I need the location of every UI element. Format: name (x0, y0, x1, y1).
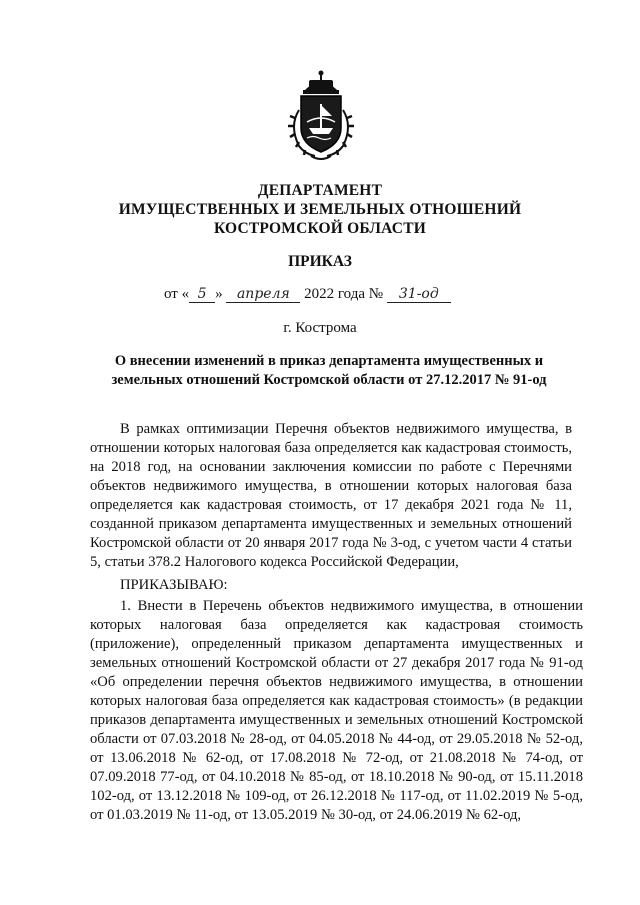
date-quote-close: » (215, 286, 223, 302)
city-name: г. Кострома (283, 320, 357, 336)
document-type-title: ПРИКАЗ (288, 253, 352, 270)
date-prefix: от « (164, 286, 190, 302)
department-title-line1: ДЕПАРТАМЕНТ (257, 182, 383, 199)
date-day: 5 (189, 286, 215, 303)
order-directive-word: ПРИКАЗЫВАЮ: (120, 577, 228, 593)
department-title-line2: ИМУЩЕСТВЕННЫХ И ЗЕМЕЛЬНЫХ ОТНОШЕНИЙ (118, 201, 522, 218)
order-number: 31-од (387, 286, 451, 303)
body-paragraph-2: 1. Внести в Перечень объектов недвижимого имущества, в отношении которых налоговая база определяется как кадастровая стоимость (приложение), определенный приказом департамента имущественных и земельных отношений Костромской области от 27 декабря 2017 года № 91-од «Об определении перечня объектов недвижимого имущества, в отношении которых налоговая база определяется как кадастровая стоимость» (в редакции приказов департамента имущественных и земельных отношений Костромской области от 07.03.2018 № 28-од, от 04.05.2018 № 44-од, от 29.05.2018 № 52-од, от 13.06.2018 № 62-од, от 17.08.2018 № 72-од, от 21.08.2018 № 74-од, от 07.09.2018 77-од, от 04.10.2018 № 85-од, от 18.10.2018 № 90-од, от 15.11.2018 102-од, от 13.12.2018 № 109-од, от 26.12.2018 № 117-од, от 11.02.2019 № 5-од, от 01.03.2019 № 11-од, от 13.05.2019 № 30-од, от 24.06.2019 № 62-од, (90, 598, 583, 823)
kostroma-coat-of-arms-icon (287, 70, 355, 162)
date-month: апреля (226, 286, 300, 303)
body-paragraph-1: В рамках оптимизации Перечня объектов недвижимого имущества, в отношении которых налоговая база определяется как кадастровая стоимость, на 2018 год, на основании заключения комиссии по работе с Перечнями объектов недвижимого имущества, в отношении которых налоговая база определяется как кадастровая стоимость, от 17 декабря 2021 года № 11, созданной приказом департамента имущественных и земельных отношений Костромской области от 20 января 2017 года № 3-од, с учетом части 4 статьи 5, статьи 378.2 Налогового кодекса Российской Федерации, (90, 421, 572, 570)
department-title-line3: КОСТРОМСКОЙ ОБЛАСТИ (213, 220, 426, 237)
order-date-line (164, 286, 451, 303)
order-subject: О внесении изменений в приказ департамента имущественных и земельных отношений Костромской области от 27.12.2017 № 91-од (111, 353, 547, 388)
date-year: 2022 года № (304, 286, 384, 302)
